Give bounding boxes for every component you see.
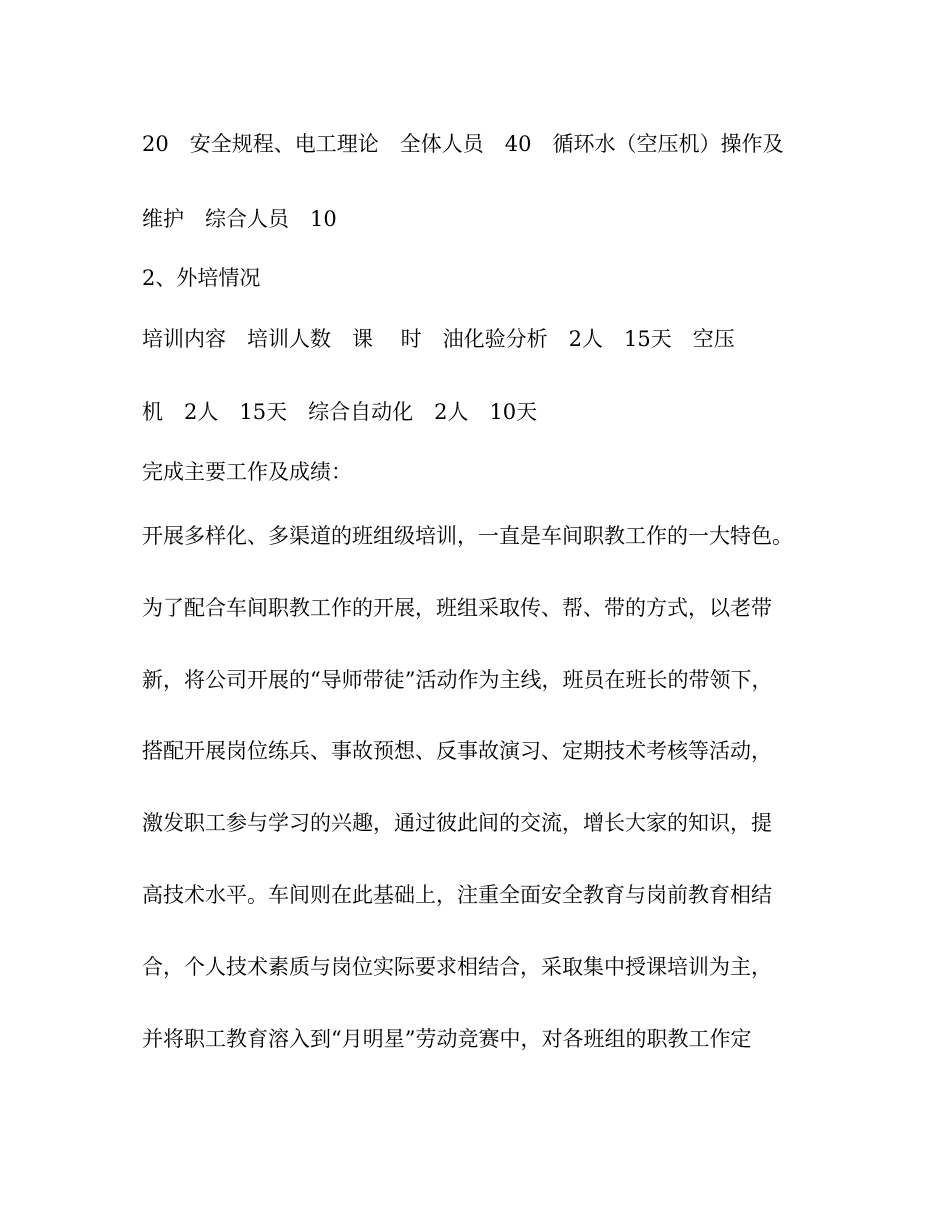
paragraph-line-3: 新，将公司开展的“导师带徒”活动作为主线，班员在班长的带领下，: [142, 668, 773, 692]
paragraph-line-6: 高技术水平。车间则在此基础上，注重全面安全教育与岗前教育相结: [142, 883, 772, 907]
paragraph-line-1: 开展多样化、多渠道的班组级培训，一直是车间职教工作的一大特色。: [142, 524, 793, 548]
paragraph-line-4: 搭配开展岗位练兵、事故预想、反事故演习、定期技术考核等活动，: [142, 739, 772, 763]
text-line-external-training-row-2: 机 2人 15天 综合自动化 2人 10天: [142, 400, 538, 424]
section-heading-external-training: 2、外培情况: [142, 266, 261, 290]
paragraph-line-2: 为了配合车间职教工作的开展，班组采取传、帮、带的方式，以老带: [142, 596, 772, 620]
paragraph-line-5: 激发职工参与学习的兴趣，通过彼此间的交流，增长大家的知识，提: [142, 811, 772, 835]
paragraph-line-7: 合，个人技术素质与岗位实际要求相结合，采取集中授课培训为主，: [142, 955, 772, 979]
text-line-external-training-row-1: 培训内容 培训人数 课 时 油化验分析 2人 15天 空压: [142, 327, 735, 351]
text-line-internal-training-row-2: 维护 综合人员 10: [142, 207, 337, 231]
section-heading-achievements: 完成主要工作及成绩：: [142, 460, 352, 484]
paragraph-line-8: 并将职工教育溶入到“月明星”劳动竞赛中，对各班组的职教工作定: [142, 1027, 752, 1051]
text-line-internal-training-row-1: 20 安全规程、电工理论 全体人员 40 循环水（空压机）操作及: [142, 132, 784, 156]
